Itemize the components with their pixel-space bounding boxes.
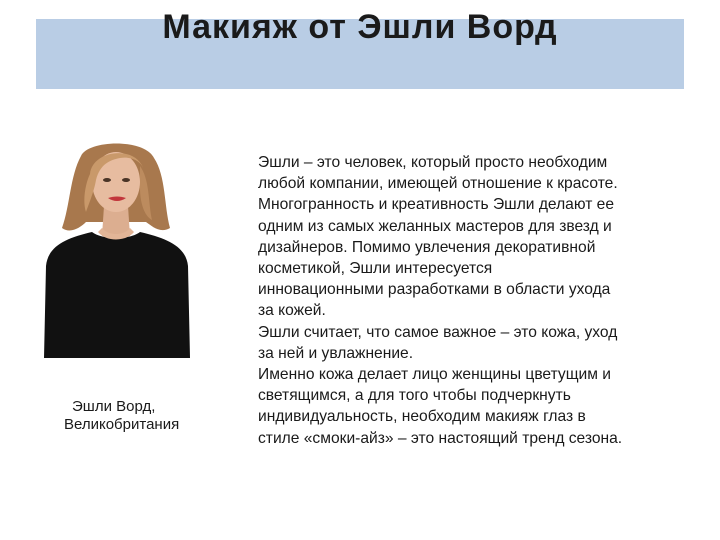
- slide-title: Макияж от Эшли Ворд: [162, 8, 558, 46]
- body-line: Эшли считает, что самое важное – это кожа, уход: [258, 323, 618, 341]
- left-eye: [103, 178, 111, 182]
- body-text: [258, 152, 698, 449]
- body-line: косметикой, Эшли интересуется: [258, 260, 493, 278]
- body-line: индивидуальность, необходим макияж глаз в: [258, 408, 586, 426]
- body-line: за кожей.: [258, 302, 326, 320]
- body-line: Именно кожа делает лицо женщины цветущим и: [258, 366, 612, 384]
- body-line: инновационными разработками в области ухода: [258, 281, 611, 299]
- portrait-photo: [36, 136, 196, 358]
- body-line: Многогранность и креативность Эшли делают ее: [258, 196, 615, 214]
- body-line: за ней и увлажнение.: [258, 344, 414, 362]
- body-line: стиле «смоки-айз» – это настоящий тренд сезона.: [258, 429, 623, 447]
- body-line: дизайнеров. Помимо увлечения декоративной: [258, 238, 596, 256]
- caption-name: Эшли Ворд,: [72, 398, 156, 415]
- photo-caption: [58, 398, 228, 434]
- body-line: любой компании, имеющей отношение к красоте.: [258, 175, 618, 193]
- body-line: Эшли – это человек, который просто необходим: [258, 154, 608, 171]
- dress: [44, 232, 190, 358]
- caption-country: Великобритания: [64, 416, 180, 433]
- body-line: светящимся, а для того чтобы подчеркнуть: [258, 387, 571, 405]
- right-eye: [122, 178, 130, 182]
- body-line: одним из самых желанных мастеров для звезд и: [258, 217, 612, 235]
